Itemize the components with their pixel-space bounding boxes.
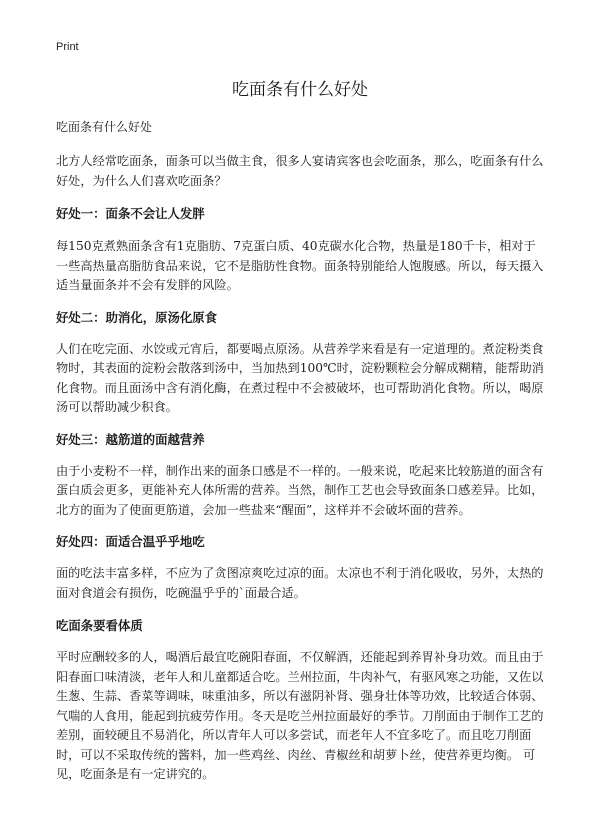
- section-heading-3: 好处三：越筋道的面越营养: [56, 431, 205, 447]
- section-heading-5: 吃面条要看体质: [56, 618, 143, 633]
- section-body-3: 由于小麦粉不一样，制作出来的面条口感是不一样的。一般来说，吃起来比较筋道的面含有蛋白质会更多，更能补充人体所需的营养。当然，制作工艺也会导致面条口感差异。比如，北方的面为了使面更筋道，会加一些盐来“醒面”，这样并不会破坏面的营养。: [56, 463, 544, 517]
- subtitle: 吃面条有什么好处: [56, 120, 153, 134]
- page-title: 吃面条有什么好处: [232, 80, 368, 100]
- section-body-4: 面的吃法丰富多样，不应为了贪图凉爽吃过凉的面。太凉也不利于消化吸收，另外，太热的面对食道会有损伤，吃碗温乎乎的`面最合适。: [56, 566, 544, 600]
- section-heading-2: 好处二：助消化，原汤化原食: [56, 309, 218, 325]
- section-body-5: 平时应酬较多的人，喝酒后最宜吃碗阳春面，不仅解酒，还能起到养胃补身功效。而且由于阳春面口味清淡，老年人和儿童都适合吃。兰州拉面，牛肉补气，有驱风寒之功能，又佐以生葱、生蒜、香菜等调味，味重油多，所以有滋阴补肾、强身壮体等功效，比较适合体弱、气喘的人食用，能起到抗疲劳作用。冬天是吃兰州拉面最好的季节。刀削面由于制作工艺的差别，面较硬且不易消化，所以青年人可以多尝试，而老年人不宜多吃了。而且吃刀削面时，可以不采取传统的酱料，加一些鸡丝、肉丝、青椒丝和胡萝卜丝，使营养更均衡。 可见，吃面条是有一定讲究的。: [56, 650, 544, 781]
- section-heading-1: 好处一：面条不会让人发胖: [56, 206, 205, 221]
- section-body-2: 人们在吃完面、水饺或元宵后，都要喝点原汤。从营养学来看是有一定道理的。煮淀粉类食物时，其表面的淀粉会散落到汤中，当加热到100℃时，淀粉颗粒会分解成糊精，能帮助消化食物。而且面汤中含有消化酶，在煮过程中不会被破坏，也可帮助消化食物。所以，喝原汤可以帮助减少积食。: [56, 341, 544, 414]
- section-body-1: 每150克煮熟面条含有1克脂肪、7克蛋白质、40克碳水化合物，热量是180千卡，相对于一些高热量高脂肪食品来说，它不是脂肪性食物。面条特别能给人饱腹感。所以，每天摄入适当量面条并不会有发胖的风险。: [56, 239, 544, 292]
- section-heading-4: 好处四：面适合温乎乎地吃: [56, 534, 205, 549]
- print-link[interactable]: Print: [56, 41, 79, 53]
- intro-paragraph: 北方人经常吃面条，面条可以当做主食，很多人宴请宾客也会吃面条，那么，吃面条有什么好处，为什么人们喜欢吃面条？: [56, 154, 544, 188]
